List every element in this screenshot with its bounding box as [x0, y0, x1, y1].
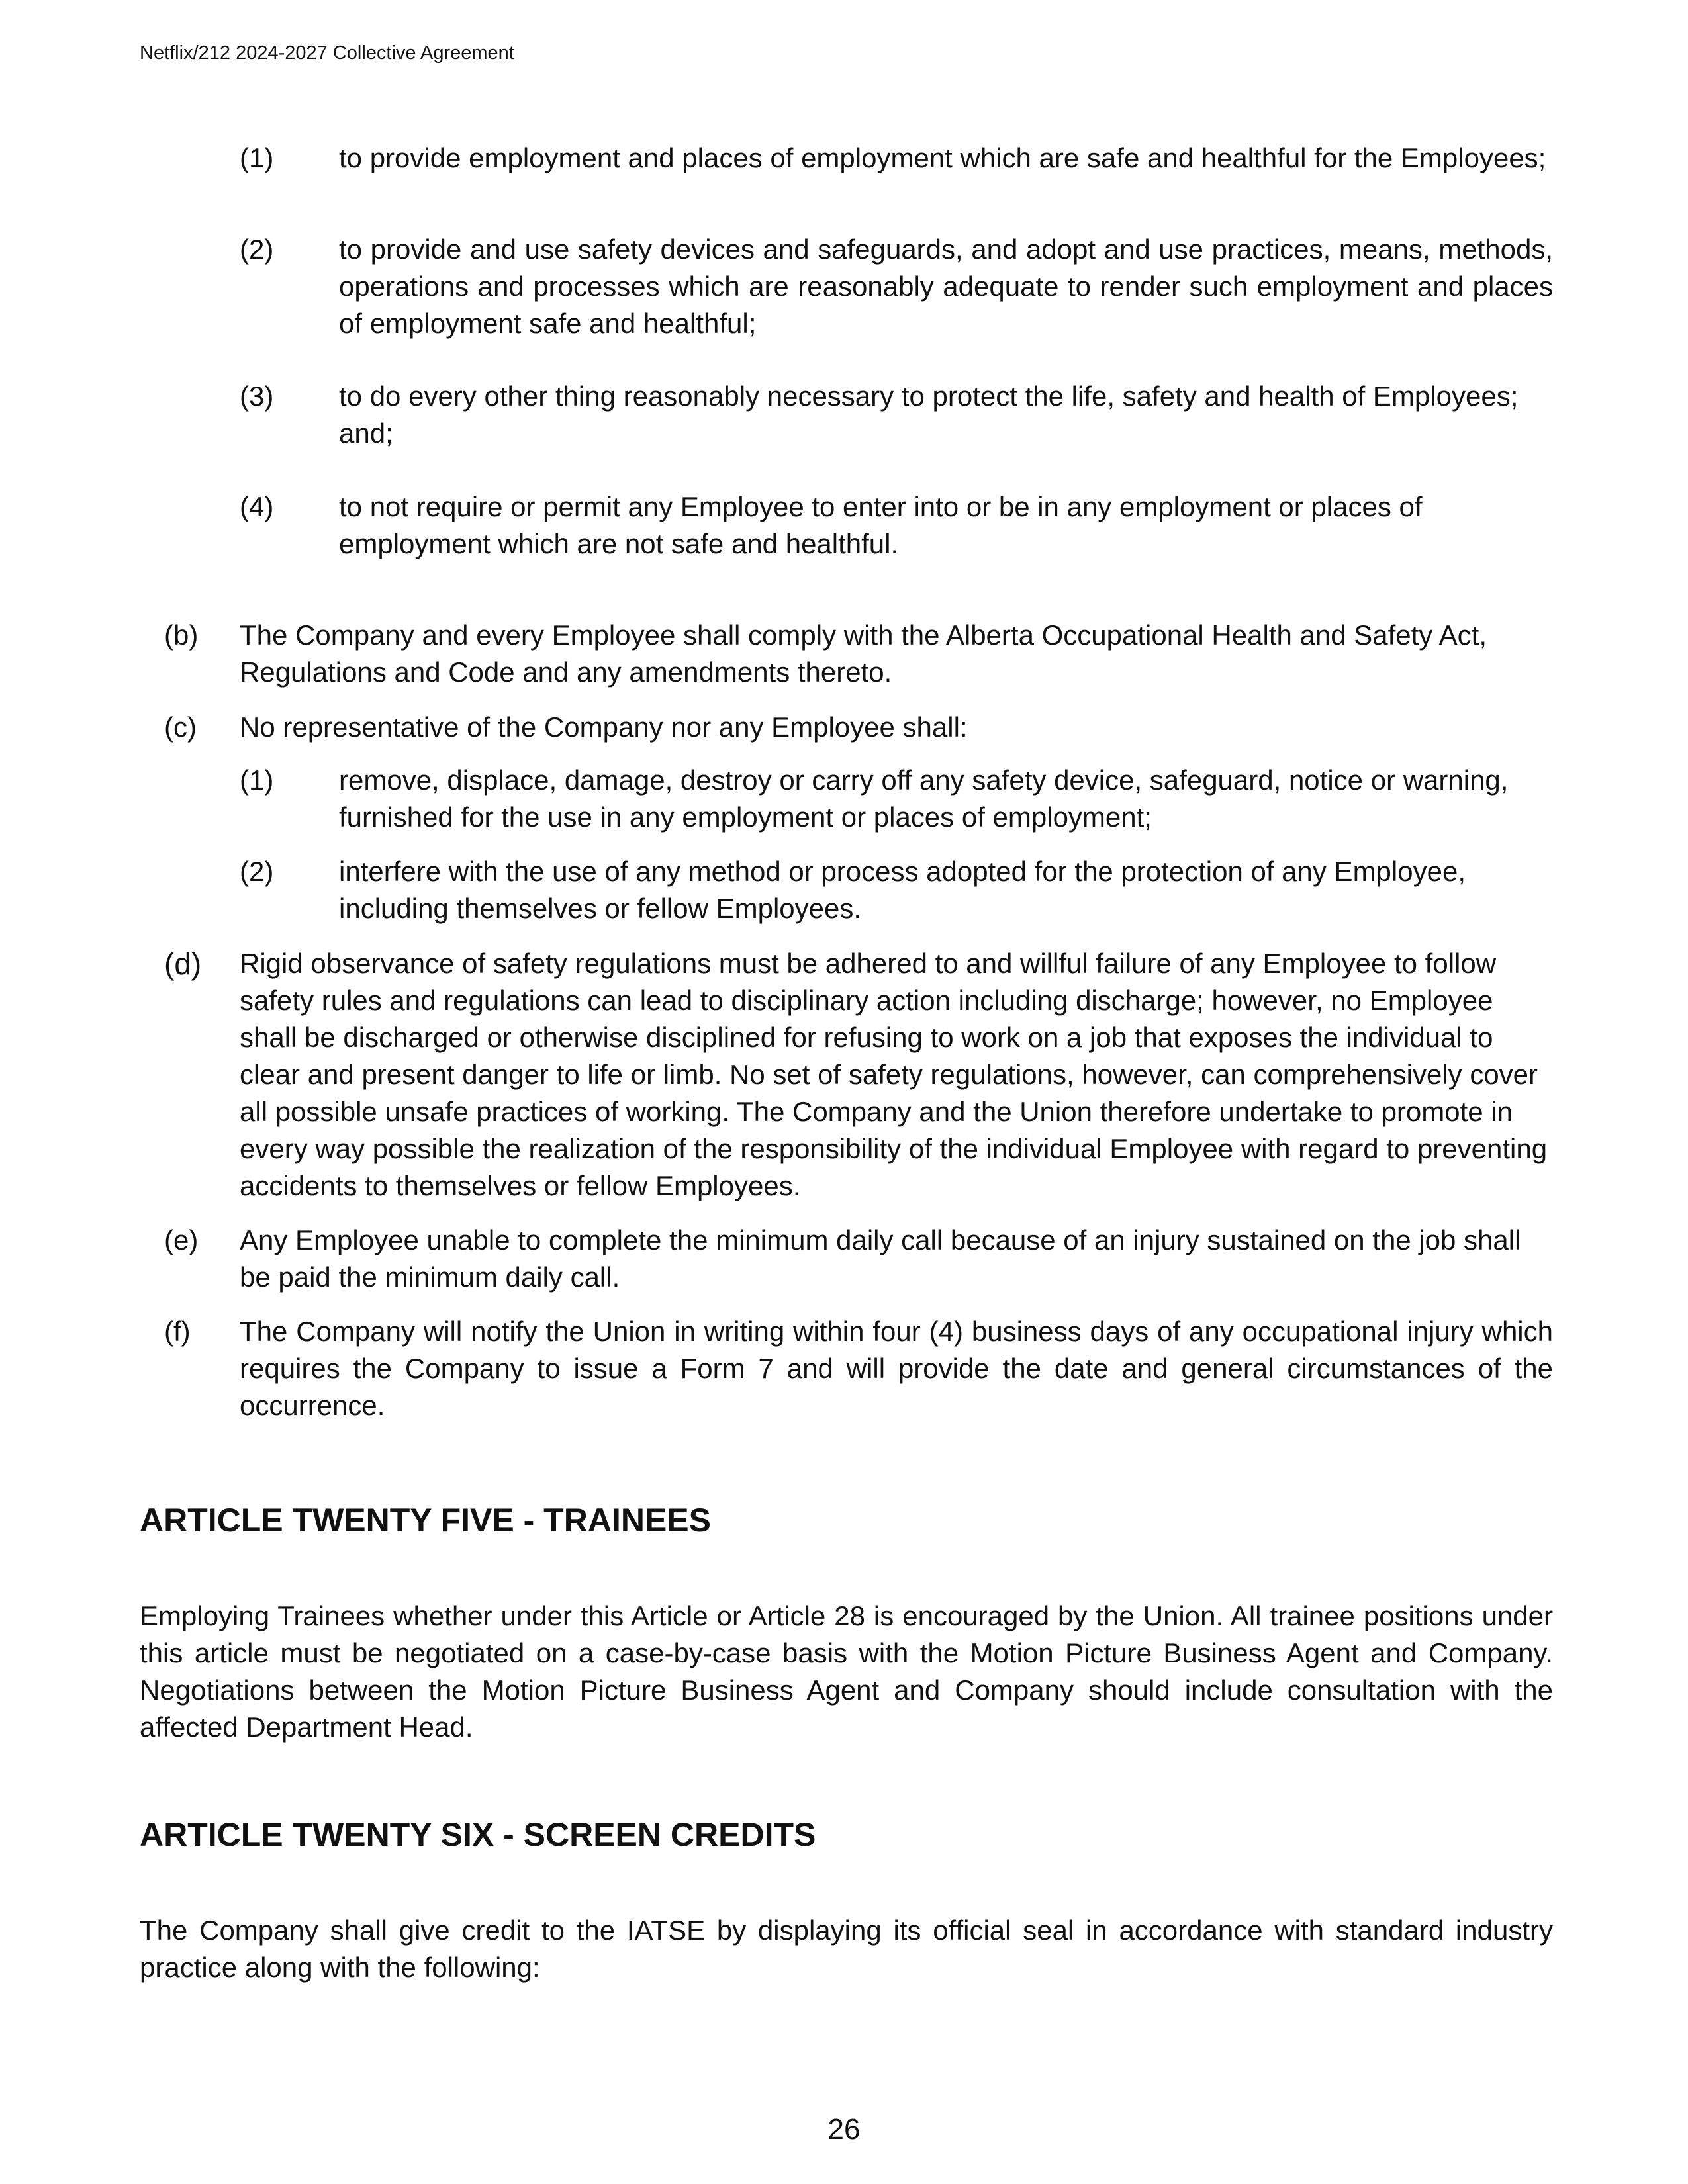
clause-label: (c)	[164, 711, 197, 743]
article-heading: ARTICLE TWENTY SIX - SCREEN CREDITS	[140, 1816, 816, 1853]
item-number: (1)	[240, 764, 274, 796]
running-header: Netflix/212 2024-2027 Collective Agreement	[140, 42, 514, 64]
clause-text: The Company and every Employee shall comply with the Alberta Occupational Health and Safety Act, Regulations and Code and any amendments thereto.	[240, 619, 1487, 688]
item-number: (1)	[240, 142, 274, 173]
clause-text: Any Employee unable to complete the minimum daily call because of an injury sustained on the job shall be paid the minimum daily call.	[240, 1224, 1521, 1293]
item-number: (2)	[240, 856, 274, 887]
item-number: (4)	[240, 491, 274, 522]
clause-text: Rigid observance of safety regulations must be adhered to and willful failure of any Employee to follow safety rules and regulations can lead to disciplinary action including discharge; however, no Employee shall be discharged or otherwise disciplined for refusing to work on a job that exposes the individual to clear and present danger to life or limb. No set of safety regulations, however, can comprehensively cover all possible unsafe practices of working. The Company and the Union therefore undertake to promote in every way possible the realization of the responsibility of the individual Employee with regard to preventing accidents to themselves or fellow Employees.	[240, 948, 1548, 1201]
item-number: (3)	[240, 381, 274, 412]
item-text: to provide employment and places of employment which are safe and healthful for the Employees;	[339, 142, 1546, 173]
clause-text: The Company will notify the Union in writing within four (4) business days of any occupational injury which requires the Company to issue a Form 7 and will provide the date and general circumstances of the occurrence.	[240, 1316, 1553, 1421]
item-text: to provide and use safety devices and safeguards, and adopt and use practices, means, methods, operations and processes which are reasonably adequate to render such employment and places of employment safe and healthful;	[339, 234, 1553, 339]
clause-label: (f)	[164, 1316, 191, 1347]
clause-text: No representative of the Company nor any Employee shall:	[240, 711, 968, 743]
clause-label: (d)	[164, 946, 202, 981]
page-number: 26	[827, 2113, 861, 2146]
article-body: The Company shall give credit to the IATSE by displaying its official seal in accordance with standard industry practice along with the following:	[140, 1915, 1553, 1983]
article-heading: ARTICLE TWENTY FIVE - TRAINEES	[140, 1502, 711, 1539]
item-text: interfere with the use of any method or process adopted for the protection of any Employee, including themselves or fellow Employees.	[339, 856, 1466, 924]
clause-label: (e)	[164, 1224, 199, 1255]
clause-label: (b)	[164, 619, 199, 651]
item-text: to do every other thing reasonably necessary to protect the life, safety and health of Employees; and;	[339, 381, 1519, 449]
article-body: Employing Trainees whether under this Article or Article 28 is encouraged by the Union. All trainee positions under this article must be negotiated on a case-by-case basis with the Motion Picture Business Agent and Company. Negotiations between the Motion Picture Business Agent and Company should include consultation with the affected Department Head.	[140, 1600, 1553, 1743]
item-number: (2)	[240, 234, 274, 265]
item-text: to not require or permit any Employee to enter into or be in any employment or places of employment which are not safe and healthful.	[339, 491, 1423, 559]
item-text: remove, displace, damage, destroy or carry off any safety device, safeguard, notice or warning, furnished for the use in any employment or places of employment;	[339, 764, 1509, 833]
